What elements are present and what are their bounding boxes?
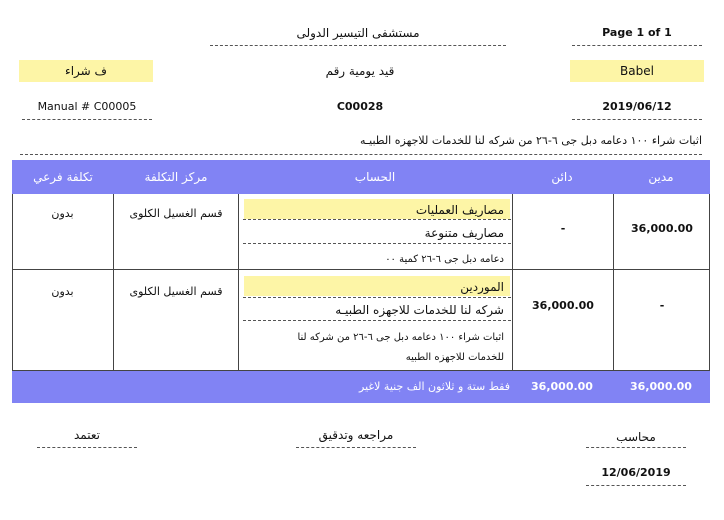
- divider: [512, 194, 513, 371]
- hospital-name-underline: [210, 45, 506, 46]
- col-account: الحساب: [354, 170, 396, 184]
- accountant-label: محاسب: [616, 430, 656, 444]
- entry-label: قيد يومية رقم: [325, 64, 395, 78]
- manual-reference: Manual # C00005: [37, 100, 137, 113]
- review-label: مراجعه وتدقيق: [318, 428, 394, 442]
- approve-line: [37, 447, 137, 448]
- table-header: [12, 160, 710, 194]
- col-sub-cost: تكلفة فرعي: [33, 170, 93, 184]
- entry-date: 2019/06/12: [602, 100, 672, 113]
- accountant-line: [586, 447, 686, 448]
- row2-credit: 36,000.00: [532, 299, 594, 312]
- row2-account-note-line2: للخدمات للاجهزه الطبيه: [405, 352, 504, 363]
- row1-sub-cost: بدون: [51, 207, 74, 220]
- total-credit: 36,000.00: [531, 380, 593, 393]
- col-cost-center: مركز التكلفة: [144, 170, 208, 184]
- page-indicator-underline: [572, 45, 702, 46]
- row2-account-main-line: [243, 297, 511, 298]
- row2-account-sub: شركه لنا للخدمات للاجهزه الطبيـه: [335, 303, 504, 317]
- row1-account-note: دعامه دبل جى ٦-٢٦ كمية ٠٠: [385, 254, 504, 265]
- print-date: 12/06/2019: [601, 466, 671, 479]
- review-line: [296, 447, 416, 448]
- row2-account-sub-line: [243, 320, 511, 321]
- row1-account-main-line: [243, 219, 511, 220]
- col-credit: دائن: [551, 170, 573, 184]
- manual-reference-underline: [22, 119, 152, 120]
- row2-cost-center: قسم الغسيل الكلوى: [129, 285, 223, 298]
- vendor-field: Babel: [570, 60, 704, 82]
- description-underline: [20, 154, 702, 155]
- row1-account-main-label: مصاريف العمليات: [415, 203, 504, 217]
- amount-in-words: فقط ستة و ثلاثون الف جنية لاغير: [359, 380, 510, 393]
- entry-date-underline: [572, 119, 702, 120]
- entry-number: C00028: [336, 100, 384, 113]
- row2-account-main-label: الموردين: [460, 280, 504, 294]
- purchase-type-field: ف شراء: [19, 60, 153, 82]
- approve-label: تعتمد: [74, 428, 100, 442]
- row1-cost-center: قسم الغسيل الكلوى: [129, 207, 223, 220]
- col-debit: مدين: [648, 170, 674, 184]
- row1-account-sub: مصاريف متنوعة: [424, 226, 504, 240]
- divider: [113, 194, 114, 371]
- hospital-name: مستشفى التيسير الدولى: [296, 26, 420, 40]
- row1-account-sub-line: [243, 243, 511, 244]
- entry-description: اثبات شراء ١٠٠ دعامه دبل جى ٦-٢٦ من شركه لنا للخدمات للاجهزه الطبيـه: [360, 134, 702, 147]
- divider: [613, 194, 614, 371]
- total-debit: 36,000.00: [630, 380, 692, 393]
- divider: [238, 194, 239, 371]
- table-totals: [12, 371, 710, 403]
- row1-debit: 36,000.00: [631, 222, 693, 235]
- row2-account-note-line1: اثبات شراء ١٠٠ دعامه دبل جى ٦-٢٦ من شركه لنا: [297, 332, 504, 343]
- row2-debit: -: [659, 299, 665, 312]
- row2-sub-cost: بدون: [51, 285, 74, 298]
- print-date-line: [586, 485, 686, 486]
- page-indicator: Page 1 of 1: [602, 26, 672, 39]
- row1-credit: -: [560, 222, 566, 235]
